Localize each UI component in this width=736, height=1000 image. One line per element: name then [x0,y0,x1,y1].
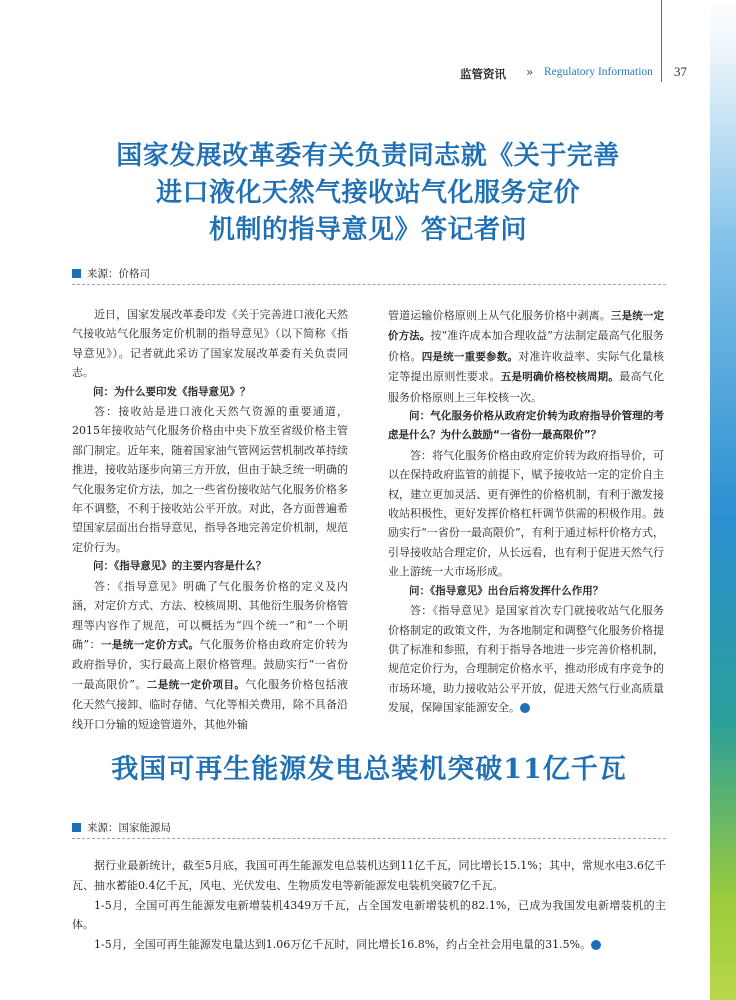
article1-title-line: 机制的指导意见》答记者问 [208,215,527,245]
article2-paragraph [72,935,666,955]
separator-chevron-icon: » [526,65,534,79]
article1-title-line: 进口液化天然气接收站气化服务定价 [155,178,580,208]
end-mark-icon: © [520,703,530,713]
article1-source-text: 来源：价格司 [87,268,150,280]
answer-2-bold: 四是统一重要参数。 [421,350,519,363]
article2-paragraph: 据行业最新统计，截至5月底，我国可再生能源发电总装机达到11亿千瓦，同比增长15.1%；其中，常规水电3.6亿千瓦、抽水蓄能0.4亿千瓦，风电、光伏发电、生物质发电等新能源发电装机突破7亿千瓦。 [72,859,666,892]
end-mark-icon: © [591,940,601,950]
article1-title [80,138,656,249]
answer-2 [72,577,348,734]
section-title-cn: 监管资讯 [460,67,506,81]
source-square-icon [72,823,81,832]
question-2: 问：《指导意见》的主要内容是什么？ [93,560,267,573]
source-divider [72,838,666,839]
answer-2-text: 气化服务价格由政府定价转为政府指导价，实行最高上限价格管理。鼓励实行“一省份一最高限价”。 [72,637,348,691]
answer-2-bold: 五是明确价格校核周期。 [500,371,620,384]
source-square-icon [72,269,81,278]
article2-paragraph-text: 1-5月，全国可再生能源发电量达到1.06万亿千瓦时，同比增长16.8%，约占全社会用电量的31.5%。 [94,938,592,952]
article2-body [72,856,666,955]
answer-2-text: 答：《指导意见》明确了气化服务价格的定义及内涵，对定价方式、方法、校核周期、其他衍生服务价格管理等内容作了规范，可以概括为“四个统一”和“一个明确”： [72,579,348,651]
answer-2-bold: 三是统一定价方法。 [388,310,665,343]
article1-source [72,266,666,282]
article2-source-text: 来源：国家能源局 [87,822,171,834]
answer-2-text: 对准许收益率、实际气化量核定等提出原则性要求。 [388,349,664,384]
answer-2-bold: 一是统一定价方式。 [100,638,200,651]
answer-2-text: 气化服务价格包括液化天然气接卸、临时存储、气化等相关费用，除不具备沿线开口分输的短途管道外，其他外输 [72,677,348,731]
article2-source [72,820,666,836]
article1-left-column [72,305,348,734]
question-4: 问：《指导意见》出台后将发挥什么作用？ [409,584,604,597]
article2-paragraph: 1-5月，全国可再生能源发电新增装机4349万千瓦，占全国发电新增装机的82.1%，已成为我国发电新增装机的主体。 [72,898,666,932]
question-1: 问：为什么要印发《指导意见》？ [93,385,251,398]
answer-2-continued [388,306,664,407]
running-header [460,64,670,84]
answer-2-text: 按“准许成本加合理收益”方法制定最高气化服务价格。 [388,329,665,363]
question-3: 问：气化服务价格从政府定价转为政府指导价管理的考虑是什么？为什么鼓励“一省份一最高限价”？ [388,410,664,442]
page-number: 37 [674,64,687,79]
article2-title: 我国可再生能源发电总装机突破11亿千瓦 [111,754,627,785]
answer-4 [388,601,664,717]
answer-2-bold: 二是统一定价项目。 [146,678,246,691]
answer-3: 答：将气化服务价格由政府定价转为政府指导价，可以在保持政府监管的前提下，赋予接收站一定的定价自主权，建立更加灵活、更有弹性的价格机制，有利于激发接收站积极性，更好发挥价格杠杆调节供需的积极作用。鼓励实行“一省份一最高限价”，有利于通过标杆价格方式，引导接收站合理定价，从长远看，也有利于促进天然气行业上游统一大市场形成。 [388,448,664,579]
answer-2-text: 管道运输价格原则上从气化服务价格中剥离。 [388,309,611,322]
intro-paragraph: 近日，国家发展改革委印发《关于完善进口液化天然气接收站气化服务定价机制的指导意见》（以下简称《指导意见》）。记者就此采访了国家发展改革委有关负责同志。 [72,308,348,380]
section-title-en: Regulatory Information [544,66,653,78]
answer-2-text: 最高气化服务价格原则上三年校核一次。 [388,370,665,404]
answer-4-text: 答：《指导意见》是国家首次专门就接收站气化服务价格制定的政策文件，为各地制定和调整气化服务价格提供了标准和参照，有利于指导各地进一步完善价格机制，规范定价行为，合理制定价格水平，推动形成有序竞争的市场环境，助力接收站公平开放，促进天然气行业高质量发展，保障国家能源安全。 [388,604,664,715]
answer-1: 答：接收站是进口液化天然气资源的重要通道，2015年接收站气化服务价格由中央下放至省级价格主管部门制定。近年来，随着国家油气管网运营机制改革持续推进，接收站逐步向第三方开放，但由于缺乏统一明确的气化服务定价方法，加之一些省份接收站气化服务价格多年不调整，不利于接收站公平开放。对此，各方面普遍希望国家层面出台指导意见，指导各地完善定价机制，规范定价行为。 [72,405,348,554]
article1-title-line: 国家发展改革委有关负责同志就《关于完善 [116,141,620,171]
source-divider [72,284,666,285]
decorative-side-gradient-bar [710,0,736,1000]
article1-right-column [388,306,664,718]
